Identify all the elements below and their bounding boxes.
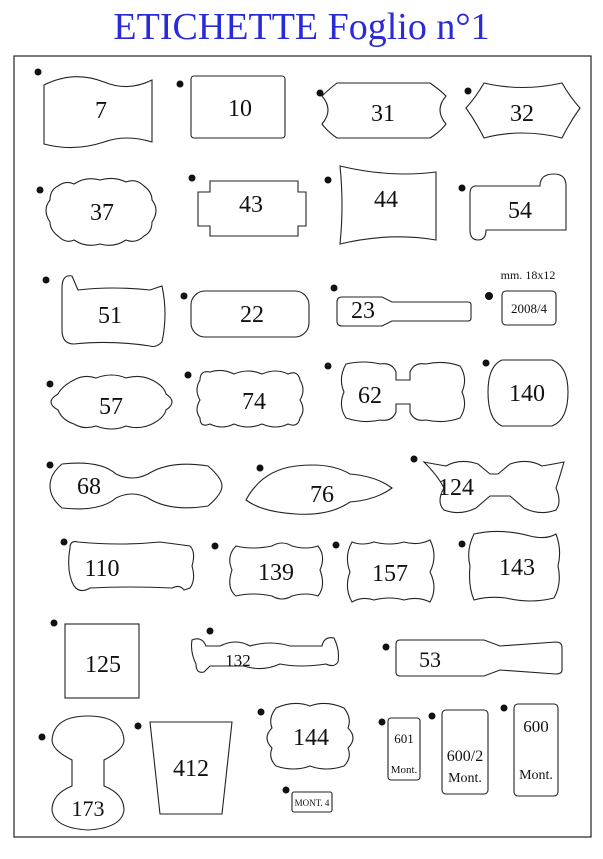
label-32-text: 32 bbox=[510, 101, 534, 127]
label-44-text: 44 bbox=[374, 187, 398, 213]
label-140-text: 140 bbox=[509, 381, 545, 407]
label-mont4-text: MONT. 4 bbox=[294, 798, 330, 808]
size-note: mm. 18x12 bbox=[500, 268, 556, 282]
label-143-text: 143 bbox=[499, 555, 535, 581]
label-53-text: 53 bbox=[419, 647, 441, 672]
label-600-text: 600 bbox=[523, 717, 549, 736]
label-62-text: 62 bbox=[358, 383, 382, 409]
label-68 bbox=[50, 463, 222, 509]
label-412-text: 412 bbox=[173, 756, 209, 782]
label-68-text: 68 bbox=[77, 474, 101, 500]
label-37-text: 37 bbox=[90, 200, 114, 226]
label-124-text: 124 bbox=[438, 475, 474, 501]
label-23-text: 23 bbox=[351, 298, 375, 324]
label-76-text: 76 bbox=[310, 482, 334, 508]
label-10-text: 10 bbox=[228, 96, 252, 122]
label-600-2-mont: Mont. bbox=[448, 771, 482, 786]
label-22-text: 22 bbox=[240, 302, 264, 328]
label-600-mont: Mont. bbox=[519, 768, 553, 783]
label-157-text: 157 bbox=[372, 561, 408, 587]
label-601-text: 601 bbox=[394, 731, 414, 746]
label-110-text: 110 bbox=[84, 556, 120, 582]
label-57-text: 57 bbox=[99, 394, 123, 420]
label-31-text: 31 bbox=[371, 101, 395, 127]
label-125-text: 125 bbox=[85, 652, 121, 678]
label-132 bbox=[192, 638, 339, 673]
label-7-text: 7 bbox=[95, 98, 107, 124]
label-601-mont: Mont. bbox=[390, 764, 418, 776]
label-43-text: 43 bbox=[239, 192, 263, 218]
label-139-text: 139 bbox=[258, 560, 294, 586]
label-132-text: 132 bbox=[225, 651, 251, 670]
label-600-2-text: 600/2 bbox=[446, 748, 484, 765]
label-51-text: 51 bbox=[98, 303, 122, 329]
page-title: ETICHETTE Foglio n°1 bbox=[113, 6, 490, 48]
label-54-text: 54 bbox=[508, 198, 532, 224]
label-144-text: 144 bbox=[293, 725, 329, 751]
label-74-text: 74 bbox=[242, 389, 266, 415]
label-2008-text: 2008/4 bbox=[510, 301, 548, 316]
sheet-border bbox=[14, 56, 591, 837]
label-173-text: 173 bbox=[71, 796, 105, 821]
